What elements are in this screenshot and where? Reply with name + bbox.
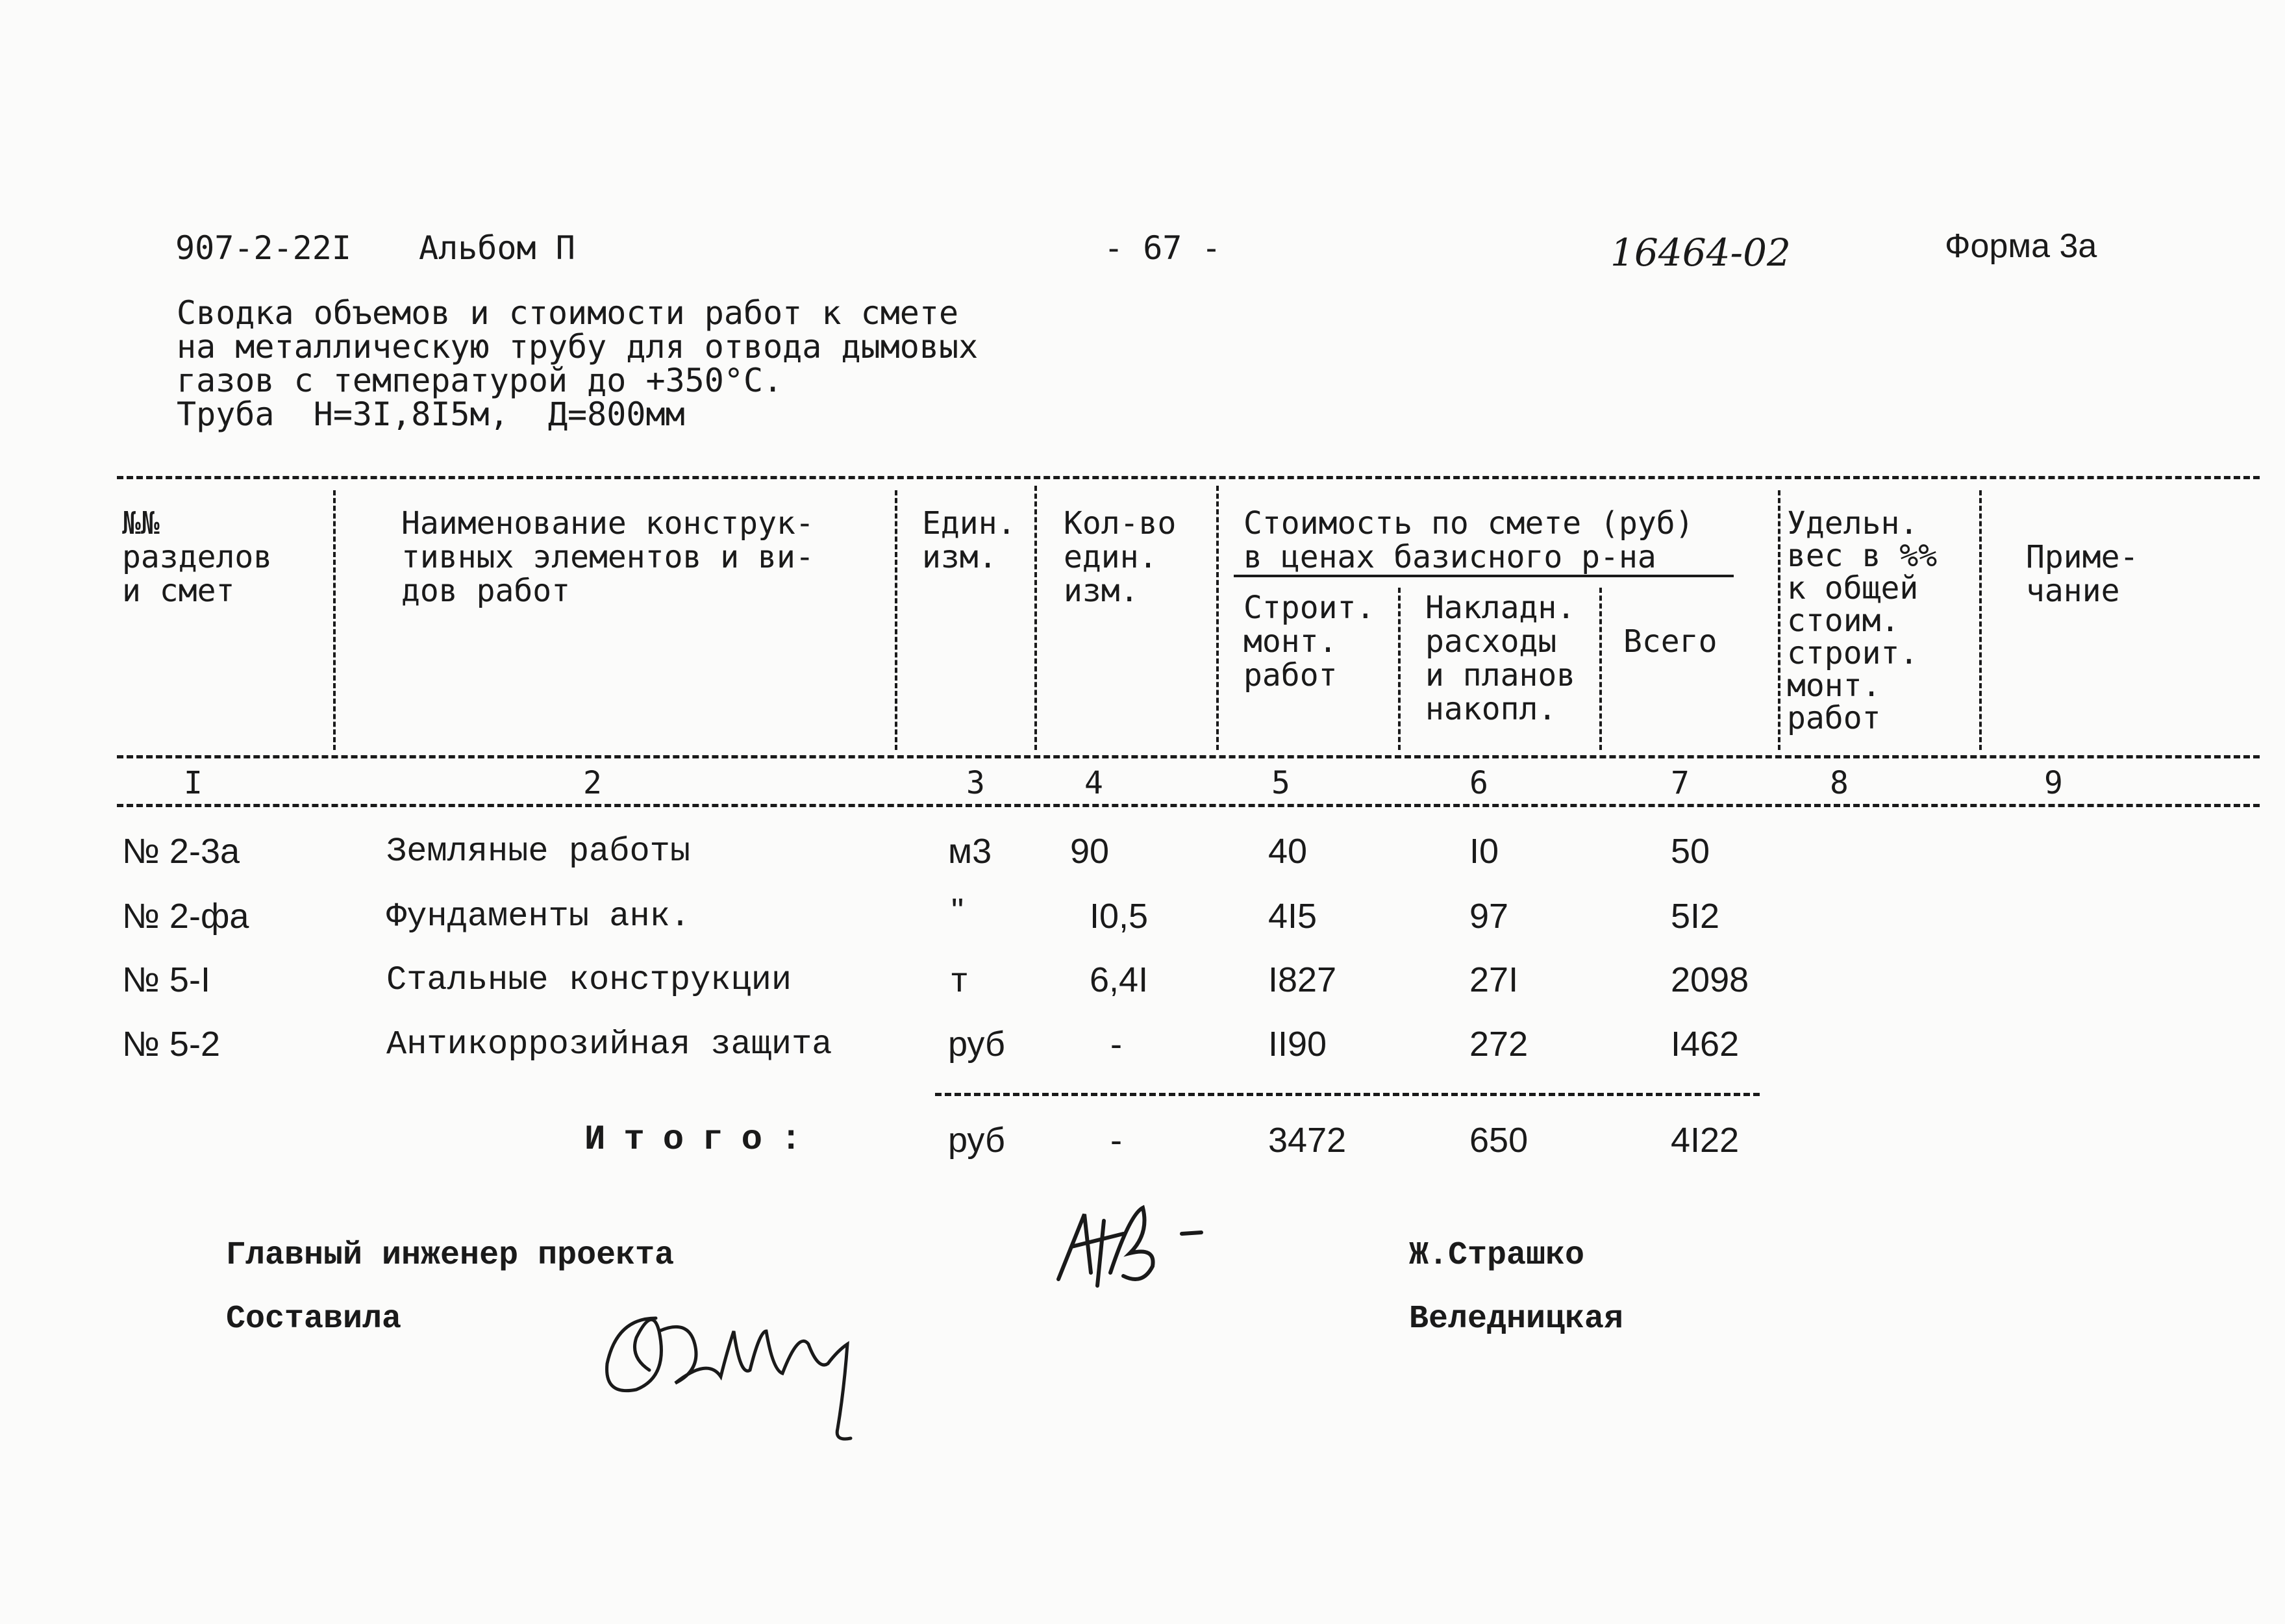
cell-construction: I827 <box>1268 960 1337 999</box>
header-text: и планов <box>1425 657 1576 693</box>
header-bottom-rule <box>117 755 2260 758</box>
col-divider <box>895 490 897 750</box>
cell-name: Фундаменты анк. <box>386 897 691 936</box>
header-total: Всего <box>1623 623 1717 660</box>
cell-name: Земляные работы <box>386 832 691 871</box>
header-text: работ <box>1787 700 1881 736</box>
column-number: 8 <box>1830 765 1849 801</box>
cell-construction: 4I5 <box>1268 897 1317 936</box>
col-divider <box>1216 486 1219 750</box>
cell-overhead: 27I <box>1469 960 1519 999</box>
cell-construction: II90 <box>1268 1025 1327 1064</box>
header-text: и смет <box>122 573 235 609</box>
header-text: дов работ <box>401 573 571 609</box>
handwritten-number: 16464-02 <box>1610 231 1791 275</box>
cell-qty: 6,4I <box>1090 960 1149 999</box>
cell-qty: 90 <box>1070 832 1110 871</box>
cell-total: 4I22 <box>1671 1121 1740 1160</box>
header-text: вес в %% <box>1787 538 1938 574</box>
cell-unit: руб <box>948 1025 1005 1064</box>
cell-total: 2098 <box>1671 960 1749 999</box>
cell-name: Стальные конструкции <box>386 961 792 999</box>
cell-section: № 2-3а <box>122 832 240 871</box>
column-number: 3 <box>966 765 985 801</box>
col-divider <box>1599 588 1602 750</box>
column-numbers-rule <box>117 804 2260 807</box>
header-text: Един. <box>922 505 1016 542</box>
column-number: 6 <box>1469 765 1488 801</box>
page-number: - 67 - <box>1104 229 1221 267</box>
document-code: 907-2-22I <box>175 229 351 267</box>
column-number: 4 <box>1084 765 1103 801</box>
header-text: монт. <box>1787 668 1881 704</box>
total-label: Итого: <box>584 1120 820 1160</box>
header-text: монт. <box>1243 623 1338 660</box>
cell-qty: - <box>1110 1025 1122 1064</box>
table-top-rule <box>117 476 2260 479</box>
cell-overhead: 272 <box>1469 1025 1529 1064</box>
form-label: Форма 3а <box>1945 227 2097 265</box>
header-text: накопл. <box>1425 691 1557 727</box>
header-text: в ценах базисного р-на <box>1243 539 1656 575</box>
cell-total: 5I2 <box>1671 897 1720 936</box>
column-number: 7 <box>1671 765 1690 801</box>
column-number: 2 <box>583 765 602 801</box>
cell-overhead: 650 <box>1469 1121 1529 1160</box>
header-text: един. <box>1064 539 1158 575</box>
header-text: тивных элементов и ви- <box>401 539 814 575</box>
column-number: 9 <box>2044 765 2063 801</box>
chief-engineer-label: Главный инженер проекта <box>226 1237 675 1274</box>
compiled-name: Веледницкая <box>1409 1301 1624 1338</box>
header-text: изм. <box>1064 573 1139 609</box>
column-number: I <box>184 765 203 801</box>
album-label: Альбом П <box>419 229 575 267</box>
header-text: Строит. <box>1243 590 1375 626</box>
header-text: №№ <box>122 505 160 542</box>
cell-unit: т <box>951 960 968 999</box>
compiler-signature <box>597 1292 870 1448</box>
subtotal-rule <box>935 1093 1760 1096</box>
cell-qty: - <box>1110 1121 1122 1160</box>
cell-section: № 5-I <box>122 960 210 999</box>
cell-construction: 3472 <box>1268 1121 1347 1160</box>
col-divider <box>333 490 336 750</box>
cell-overhead: 97 <box>1469 897 1509 936</box>
title-line: Сводка объемов и стоимости работ к смете <box>177 294 959 332</box>
compiled-label: Составила <box>226 1301 402 1338</box>
header-text: расходы <box>1425 623 1557 660</box>
column-number: 5 <box>1271 765 1290 801</box>
header-text: к общей <box>1787 570 1919 606</box>
header-text: стоим. <box>1787 603 1900 639</box>
chief-engineer-signature <box>1045 1195 1227 1305</box>
cell-unit: " <box>951 892 964 931</box>
header-text: Наименование конструк- <box>401 505 814 542</box>
header-text: изм. <box>922 539 997 575</box>
col-divider <box>1398 588 1401 750</box>
cell-qty: I0,5 <box>1090 897 1149 936</box>
header-text: чание <box>2026 573 2120 609</box>
header-text: строит. <box>1787 635 1919 671</box>
header-text: разделов <box>122 539 273 575</box>
header-text: Накладн. <box>1425 590 1576 626</box>
header-text: Стоимость по смете (руб) <box>1243 505 1694 542</box>
col-divider <box>1778 490 1780 750</box>
cell-name: Антикоррозийная защита <box>386 1025 832 1064</box>
title-line: на металлическую трубу для отвода дымовых <box>177 328 979 366</box>
cell-unit: руб <box>948 1121 1005 1160</box>
title-line: Труба Н=3I,8I5м, Д=800мм <box>177 395 685 433</box>
cell-unit: м3 <box>948 832 992 871</box>
col-divider <box>1979 490 1982 750</box>
header-text: Кол-во <box>1064 505 1177 542</box>
header-text: Приме- <box>2026 539 2139 575</box>
cell-total: 50 <box>1671 832 1710 871</box>
header-text: работ <box>1243 657 1338 693</box>
col-divider <box>1034 486 1037 750</box>
header-text: Удельн. <box>1787 505 1919 542</box>
cell-section: № 2-фа <box>122 897 249 936</box>
cell-construction: 40 <box>1268 832 1308 871</box>
title-line: газов с температурой до +350°С. <box>177 362 783 399</box>
cell-overhead: I0 <box>1469 832 1499 871</box>
cell-section: № 5-2 <box>122 1025 220 1064</box>
chief-engineer-name: Ж.Страшко <box>1409 1237 1585 1274</box>
cell-total: I462 <box>1671 1025 1740 1064</box>
